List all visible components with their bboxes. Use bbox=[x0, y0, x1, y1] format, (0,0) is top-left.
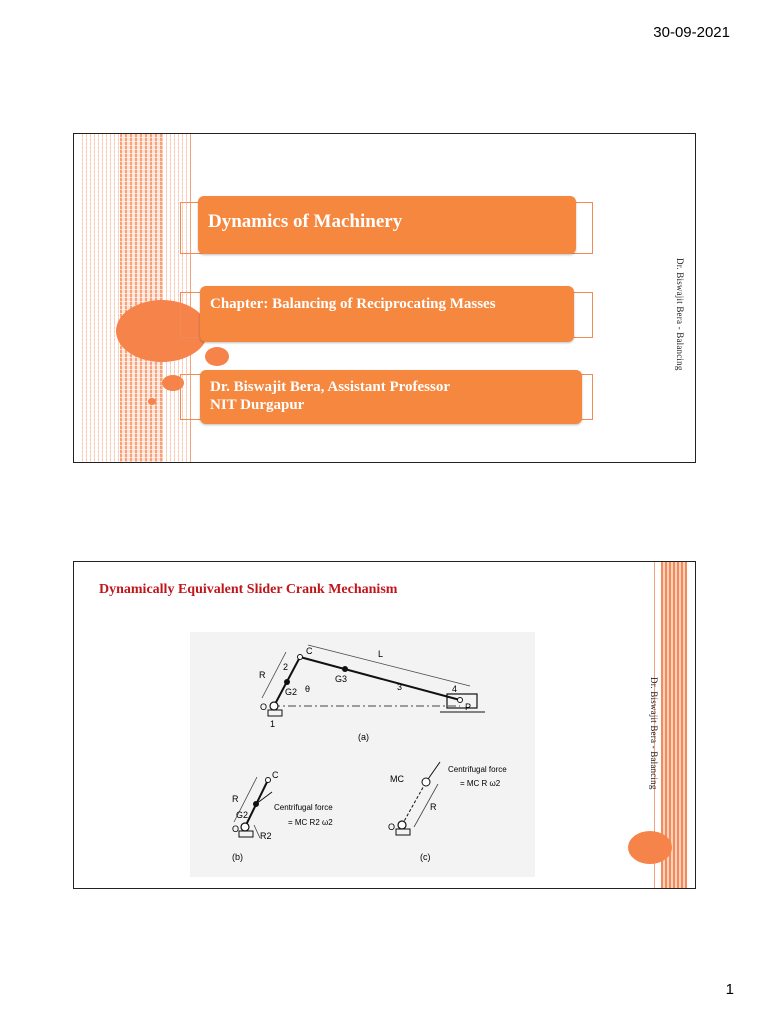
slider-crank-diagram bbox=[190, 632, 535, 877]
decorative-circle-tiny bbox=[148, 398, 156, 405]
author-name: Dr. Biswajit Bera, Assistant Professor bbox=[210, 379, 450, 395]
label-G3: G3 bbox=[335, 674, 348, 684]
joint-C bbox=[298, 655, 303, 660]
decorative-circle-medium bbox=[205, 347, 229, 366]
cg-G3 bbox=[342, 666, 348, 672]
pivot-O-c bbox=[398, 821, 406, 829]
label-c: (c) bbox=[420, 852, 431, 862]
label-G2: G2 bbox=[285, 687, 298, 697]
label-3: 3 bbox=[397, 682, 403, 692]
joint-P bbox=[458, 698, 463, 703]
label-centrifugal-c: Centrifugal force bbox=[448, 765, 507, 774]
decorative-stripes-overlay bbox=[82, 134, 190, 462]
label-L: L bbox=[378, 649, 384, 659]
side-footer-text: Dr. Biswajit Bera - Balancing bbox=[649, 677, 659, 790]
label-C: C bbox=[306, 646, 313, 656]
label-C-b: C bbox=[272, 770, 279, 780]
slide-title: Dynamically Equivalent Slider Crank Mechanism bbox=[99, 582, 398, 597]
mass-Mc bbox=[422, 778, 430, 786]
mechanism-figure bbox=[190, 632, 535, 877]
label-R-b: R bbox=[232, 794, 239, 804]
label-Mc: MC bbox=[390, 774, 404, 784]
label-centrifugal-b: Centrifugal force bbox=[274, 803, 333, 812]
ground-O bbox=[268, 710, 282, 716]
crank-c bbox=[402, 782, 426, 825]
page-number: 1 bbox=[725, 981, 734, 998]
label-2: 2 bbox=[283, 662, 289, 672]
ground-O-c bbox=[396, 829, 410, 835]
label-O-b: O bbox=[232, 824, 240, 834]
label-O-c: O bbox=[388, 822, 396, 832]
pivot-O-b bbox=[241, 823, 249, 831]
label-theta: θ bbox=[305, 684, 311, 694]
header-date: 30-09-2021 bbox=[653, 24, 730, 41]
label-G2-b: G2 bbox=[236, 810, 249, 820]
chapter-box bbox=[200, 286, 574, 342]
label-b: (b) bbox=[232, 852, 243, 862]
decorative-circle bbox=[628, 831, 672, 864]
label-1: 1 bbox=[270, 719, 276, 729]
ground-O-b bbox=[239, 831, 253, 837]
label-O: O bbox=[260, 702, 268, 712]
pivot-O bbox=[270, 702, 278, 710]
label-P: P bbox=[465, 702, 472, 712]
joint-C-b bbox=[266, 778, 271, 783]
cg-G2 bbox=[284, 679, 290, 685]
label-4: 4 bbox=[452, 684, 458, 694]
label-R: R bbox=[259, 670, 266, 680]
author-box bbox=[200, 370, 582, 424]
label-R2: R2 bbox=[260, 831, 272, 841]
slide-title bbox=[198, 196, 576, 254]
slide-2 bbox=[73, 561, 696, 889]
label-a: (a) bbox=[358, 732, 369, 742]
author-institution: NIT Durgapur bbox=[210, 397, 305, 413]
chapter-text: Chapter: Balancing of Reciprocating Masses bbox=[210, 296, 496, 312]
label-eq-b: = MC R2 ω2 bbox=[288, 818, 333, 827]
label-eq-c: = MC R ω2 bbox=[460, 779, 501, 788]
slide-1 bbox=[73, 133, 696, 463]
slide-title-text: Dynamics of Machinery bbox=[208, 211, 403, 232]
label-R-c: R bbox=[430, 802, 437, 812]
side-footer-text: Dr. Biswajit Bera - Balancing bbox=[675, 258, 685, 371]
